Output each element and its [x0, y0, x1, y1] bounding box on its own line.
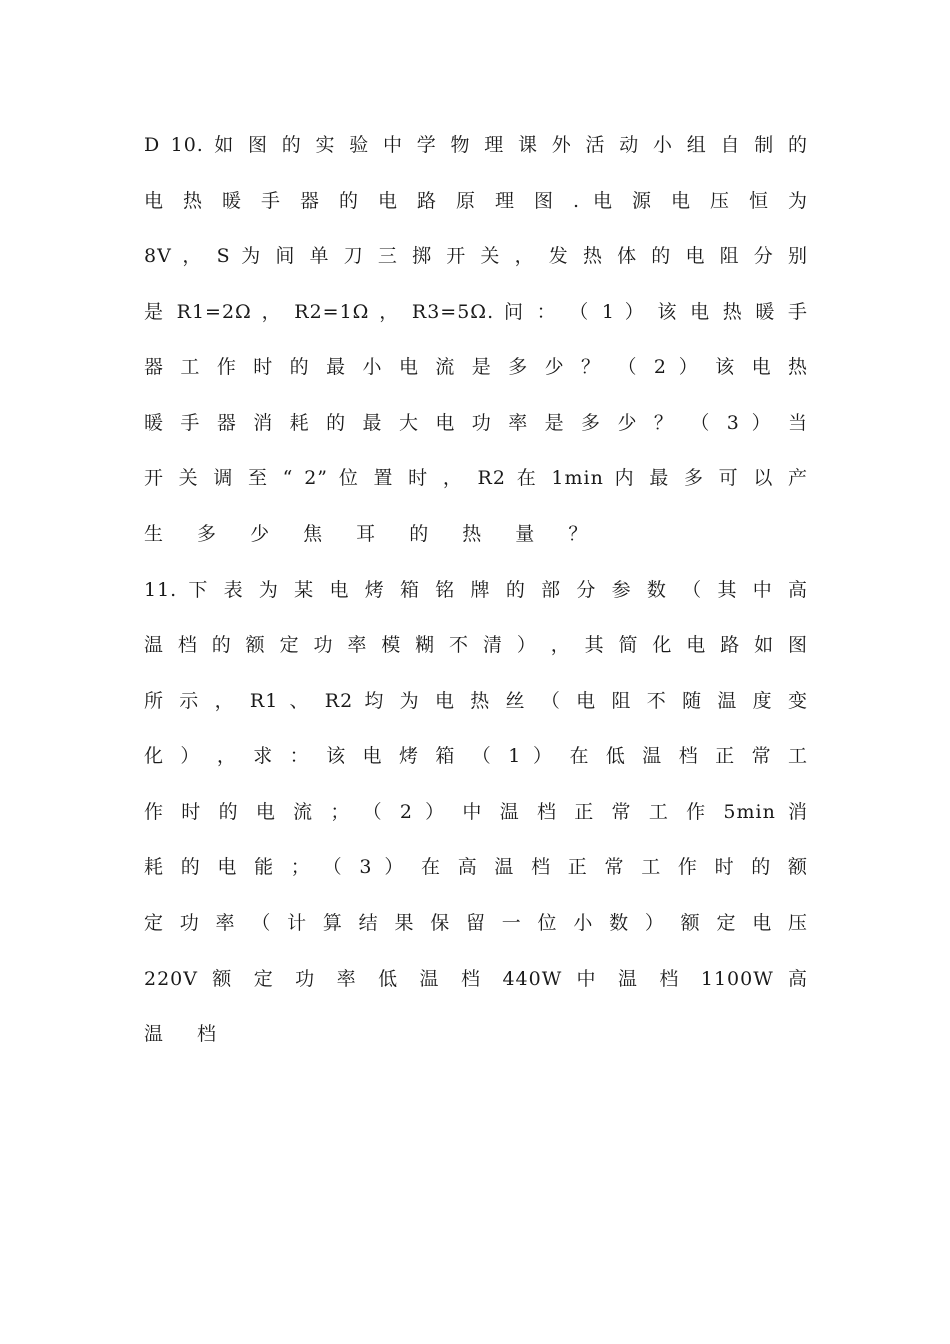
- text-line-8: 生 多 少 焦 耳 的 热 量 ？: [144, 523, 602, 545]
- text-line-7: 开 关 调 至 “ 2” 位 置 时 ， R2 在 1min 内 最 多 可 以 产: [144, 467, 808, 489]
- text-line-4: 是 R1=2Ω ， R2=1Ω ， R3=5Ω. 问 ： （ 1 ） 该 电 热 暖 手: [144, 301, 808, 323]
- text-line-13: 作 时 的 电 流 ； （ 2 ） 中 温 档 正 常 工 作 5min 消: [144, 801, 808, 823]
- text-line-5: 器 工 作 时 的 最 小 电 流 是 多 少 ？ （ 2 ） 该 电 热: [144, 356, 808, 378]
- text-line-15: 定 功 率 （ 计 算 结 果 保 留 一 位 小 数 ） 额 定 电 压: [144, 912, 808, 934]
- text-line-14: 耗 的 电 能 ； （ 3 ） 在 高 温 档 正 常 工 作 时 的 额: [144, 856, 808, 878]
- text-line-1: D 10. 如 图 的 实 验 中 学 物 理 课 外 活 动 小 组 自 制 的: [144, 134, 808, 156]
- text-line-11: 所 示 ， R1 、 R2 均 为 电 热 丝 （ 电 阻 不 随 温 度 变: [144, 690, 836, 712]
- text-line-12: 化 ） ， 求 ： 该 电 烤 箱 （ 1 ） 在 低 温 档 正 常 工: [144, 745, 808, 767]
- text-line-16: 220V 额 定 功 率 低 温 档 440W 中 温 档 1100W 高: [144, 968, 808, 990]
- text-line-3: 8V ， S 为 间 单 刀 三 掷 开 关 ， 发 热 体 的 电 阻 分 别: [144, 245, 808, 267]
- text-line-6: 暖 手 器 消 耗 的 最 大 电 功 率 是 多 少 ？ （ 3 ） 当: [144, 412, 808, 434]
- text-line-10: 温 档 的 额 定 功 率 模 糊 不 清 ） ， 其 简 化 电 路 如 图: [144, 634, 808, 656]
- text-line-2: 电 热 暖 手 器 的 电 路 原 理 图 . 电 源 电 压 恒 为: [144, 190, 836, 212]
- text-line-17: 温 档: [144, 1023, 231, 1045]
- text-line-9: 11. 下 表 为 某 电 烤 箱 铭 牌 的 部 分 参 数 （ 其 中 高: [144, 579, 808, 601]
